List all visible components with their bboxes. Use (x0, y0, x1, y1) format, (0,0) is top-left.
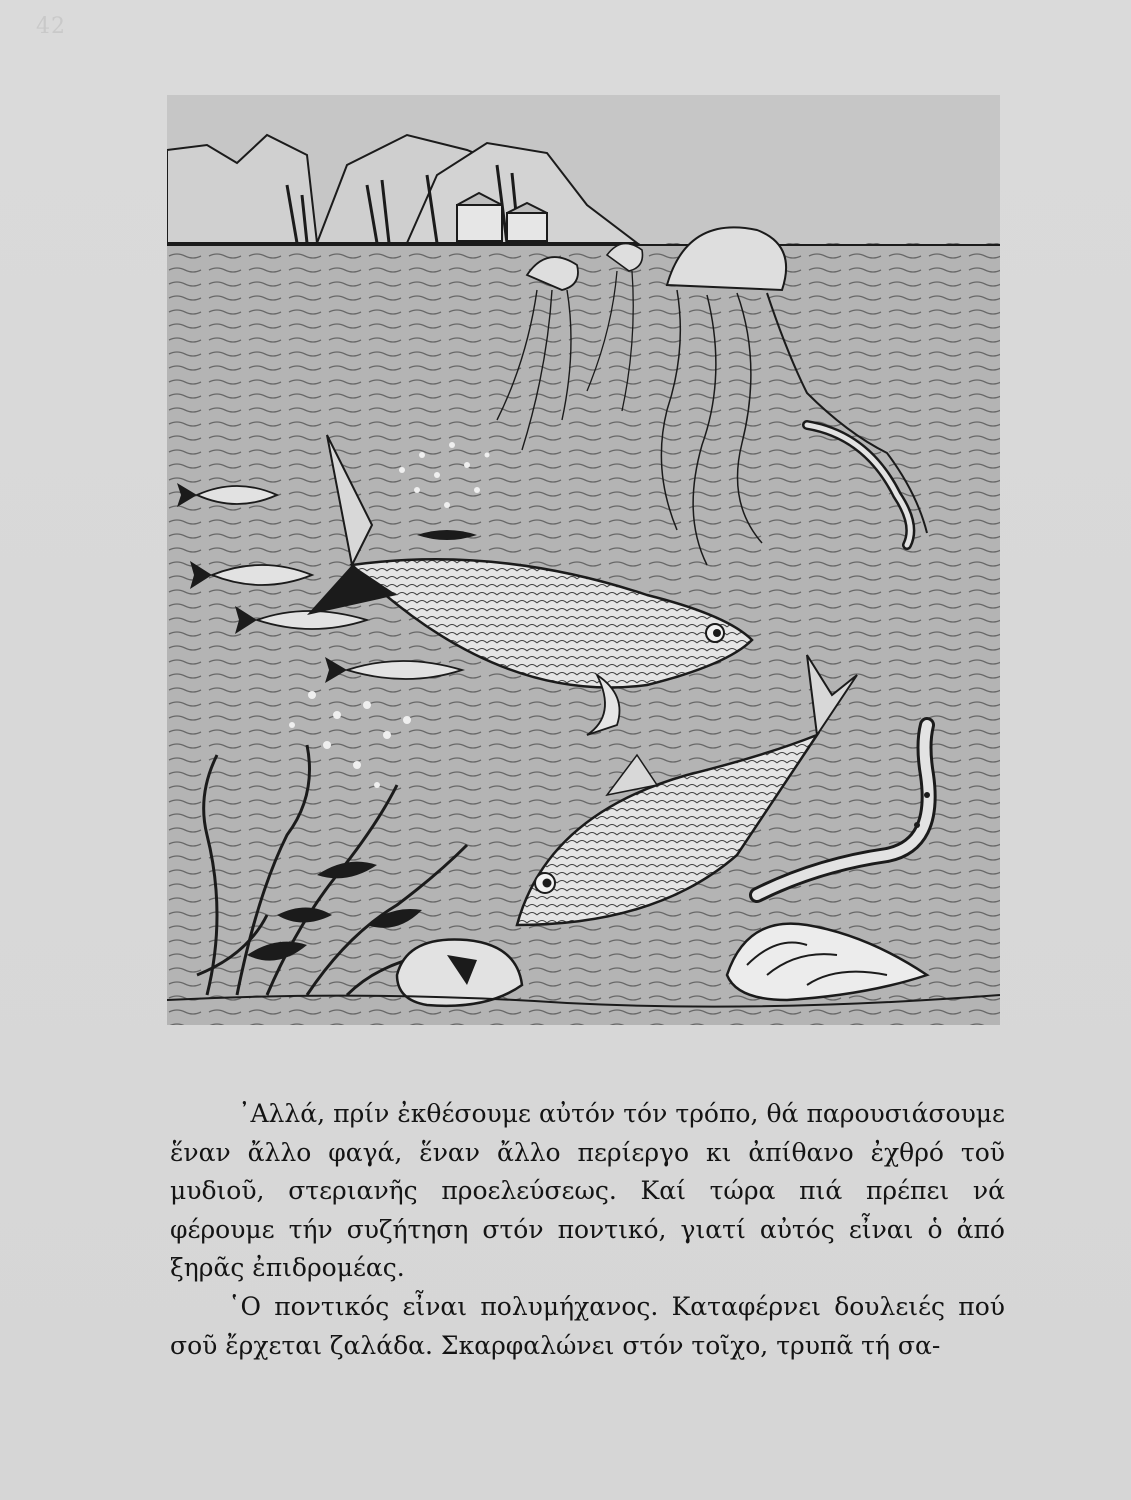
body-text (170, 1095, 1005, 1365)
sea-illustration (167, 95, 1000, 1025)
paragraph-2: ῾Ο ποντικός εἶναι πολυμήχανος. Καταφέρνει δουλειές πού σοῦ ἔρχεται ζαλάδα. Σκαρφαλώνει στόν τοῖχο, τρυπᾶ τή σα- (170, 1291, 1005, 1360)
paragraph-1: ᾽Αλλά, πρίν ἐκθέσουμε αὐτόν τόν τρόπο, θά παρουσιάσουμε ἕναν ἄλλο φαγά, ἕναν ἄλλο περίεργο κι ἀπίθανο ἐχθρό τοῦ μυδιοῦ, στεριανῆς προελεύσεως. Καί τώρα πιά πρέπει νά φέρουμε τήν συζήτηση στόν ποντικό, γιατί αὐτός εἶναι ὁ ἀπό ξηρᾶς ἐπιδρομέας. (170, 1099, 1005, 1283)
sea-illustration-svg (167, 95, 1000, 1025)
page-number: 42 (36, 14, 66, 39)
